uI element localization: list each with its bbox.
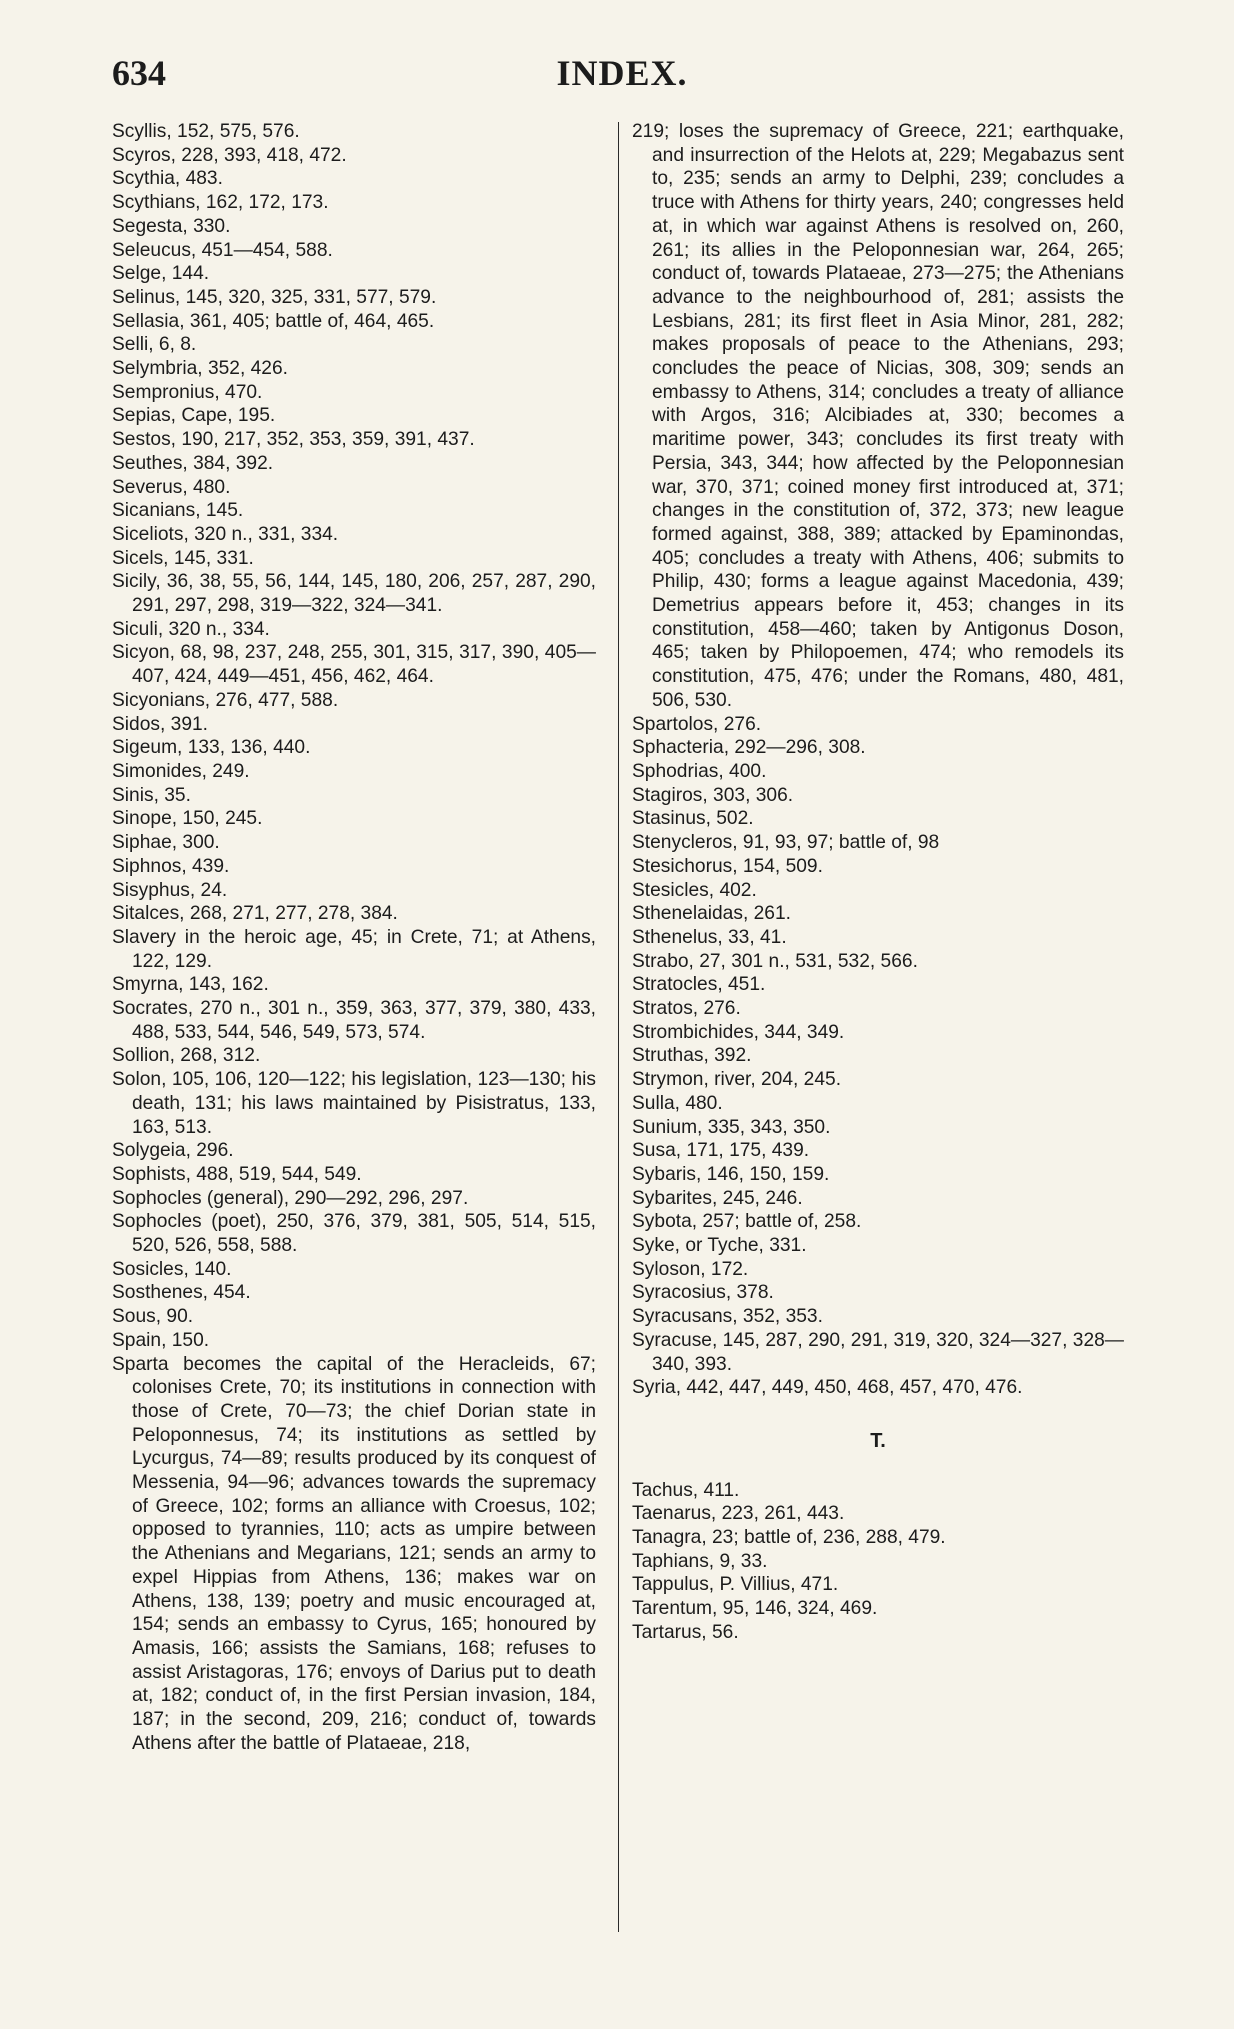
index-entry: Stasinus, 502. — [632, 808, 754, 830]
index-entry: Stesicles, 402. — [632, 879, 757, 901]
index-entry: Tartarus, 56. — [632, 1621, 739, 1643]
index-entry: Struthas, 392. — [632, 1045, 752, 1067]
index-entry: Solygeia, 296. — [112, 1140, 234, 1162]
index-entry: Tarentum, 95, 146, 324, 469. — [632, 1598, 878, 1620]
index-entry: Sisyphus, 24. — [112, 879, 228, 901]
index-entry: Sellasia, 361, 405; battle of, 464, 465. — [112, 310, 435, 332]
page-header — [112, 52, 1132, 102]
index-entry: Sophists, 488, 519, 544, 549. — [112, 1163, 362, 1185]
index-entry: Solon, 105, 106, 120—122; his legislation, 123—130; his death, 131; his laws maintained by Pisistratus, 133, 163, 513. — [112, 1069, 596, 1138]
index-entry: Socrates, 270 n., 301 n., 359, 363, 377, 379, 380, 433, 488, 533, 544, 546, 549, 573, 574. — [112, 998, 596, 1043]
index-entry: Sosthenes, 454. — [112, 1282, 251, 1304]
index-entry: Stratocles, 451. — [632, 974, 766, 996]
index-entry: Selge, 144. — [112, 263, 210, 285]
index-entry: Sinis, 35. — [112, 784, 191, 806]
page-title: INDEX. — [556, 53, 688, 93]
index-entry: Sicyonians, 276, 477, 588. — [112, 689, 339, 711]
index-entry: Spain, 150. — [112, 1329, 210, 1351]
column-divider — [618, 122, 619, 1932]
index-entry: Syracusans, 352, 353. — [632, 1306, 823, 1328]
index-entry: Tachus, 411. — [632, 1479, 740, 1501]
index-entry: Sepias, Cape, 195. — [112, 405, 276, 427]
index-entry: Tanagra, 23; battle of, 236, 288, 479. — [632, 1527, 946, 1549]
index-entry: Stratos, 276. — [632, 998, 741, 1020]
index-entry: Severus, 480. — [112, 476, 231, 498]
index-entry: Strabo, 27, 301 n., 531, 532, 566. — [632, 950, 918, 972]
left-column — [112, 120, 596, 1756]
index-entry: Sollion, 268, 312. — [112, 1045, 261, 1067]
index-entry: Sulla, 480. — [632, 1092, 723, 1114]
index-entry: Sophocles (general), 290—292, 296, 297. — [112, 1187, 469, 1209]
index-entry: Sunium, 335, 343, 350. — [632, 1116, 831, 1138]
index-entry: Susa, 171, 175, 439. — [632, 1140, 810, 1162]
right-column — [632, 120, 1124, 1645]
index-entry: Sphodrias, 400. — [632, 760, 767, 782]
index-entry: Sybarites, 245, 246. — [632, 1187, 803, 1209]
index-entry: Segesta, 330. — [112, 215, 231, 237]
index-entry: Sicanians, 145. — [112, 500, 244, 522]
index-entry: Seleucus, 451—454, 588. — [112, 239, 333, 261]
index-entry: Syria, 442, 447, 449, 450, 468, 457, 470, 476. — [632, 1377, 1023, 1399]
index-entry: Sthenelus, 33, 41. — [632, 926, 787, 948]
page-number: 634 — [112, 53, 166, 93]
index-entry: Sinope, 150, 245. — [112, 808, 263, 830]
index-entry: Siceliots, 320 n., 331, 334. — [112, 523, 339, 545]
index-entry: Scyllis, 152, 575, 576. — [112, 121, 300, 142]
index-entry: Siphnos, 439. — [112, 855, 230, 877]
index-entry: Sicily, 36, 38, 55, 56, 144, 145, 180, 206, 257, 287, 290, 291, 297, 298, 319—322, 324—341. — [112, 571, 596, 617]
index-entry: Sosicles, 140. — [112, 1258, 232, 1280]
index-entry: Sphacteria, 292—296, 308. — [632, 737, 866, 759]
index-entry: Siphae, 300. — [112, 832, 220, 854]
t-entries — [632, 1479, 1124, 1645]
index-entry: Sous, 90. — [112, 1306, 194, 1328]
index-entry: Slavery in the heroic age, 45; in Crete, 71; at Athens, 122, 129. — [112, 926, 596, 972]
index-entry: Tappulus, P. Villius, 471. — [632, 1574, 839, 1596]
index-entry: Scyros, 228, 393, 418, 472. — [112, 144, 347, 166]
index-entry: Sophocles (poet), 250, 376, 379, 381, 505, 514, 515, 520, 526, 558, 588. — [112, 1211, 596, 1257]
index-entry: Smyrna, 143, 162. — [112, 974, 269, 996]
index-entry: Selymbria, 352, 426. — [112, 358, 288, 380]
index-entry: Sigeum, 133, 136, 440. — [112, 737, 311, 759]
index-entry: Taphians, 9, 33. — [632, 1550, 768, 1572]
index-entry: Taenarus, 223, 261, 443. — [632, 1503, 845, 1525]
index-entry: Sybota, 257; battle of, 258. — [632, 1211, 862, 1233]
index-entry: Stagiros, 303, 306. — [632, 784, 794, 806]
index-entry: Sparta becomes the capital of the Heracleids, 67; colonises Crete, 70; its institutions in connection with those of Crete, 70—73; the chief Dorian state in Peloponnesus, 74; its institutions as settled by Lycurgus, 74—89; results produced by its conquest of Messenia, 94—96; advances towards the supremacy of Greece, 102; forms an alliance with Croesus, 102; opposed to tyrannies, 110; acts as umpire between the Athenians and Megarians, 121; sends an army to expel Hippias from Athens, 136; makes war on Athens, 138, 139; poetry and music encouraged at, 154; sends an embassy to Cyrus, 165; honoured by Amasis, 166; assists the Samians, 168; refuses to assist Aristagoras, 176; envoys of Darius put to death at, 182; conduct of, in the first Persian invasion, 184, 187; in the second, 209, 216; conduct of, towards Athens after the battle of Plataeae, 218, — [112, 1353, 596, 1754]
section-letter: T. — [870, 1429, 886, 1452]
index-entry: Stesichorus, 154, 509. — [632, 855, 823, 877]
index-entry: 219; loses the supremacy of Greece, 221; earthquake, and insurrection of the Helots at, 229; Megabazus sent to, 235; sends an army to Delphi, 239; concludes a truce with Athens for thirty years, 240; congresses held at, in which war against Athens is resolved on, 260, 261; its allies in the Peloponnesian war, 264, 265; conduct of, towards Plataeae, 273—275; the Athenians advance to the neighbourhood of, 281; assists the Lesbians, 281; its first fleet in Asia Minor, 281, 282; makes proposals of peace to the Athenians, 293; concludes the peace of Nicias, 308, 309; sends an embassy to Athens, 314; concludes a treaty of alliance with Argos, 316; Alcibiades at, 330; becomes a maritime power, 343; concludes its first treaty with Persia, 343, 344; how affected by the Peloponnesian war, 370, 371; coined money first introduced at, 371; changes in the constitution of, 372, 373; new league formed against, 388, 389; attacked by Epaminondas, 405; concludes a treaty with Athens, 406; submits to Philip, 430; forms a league against Macedonia, 439; Demetrius appears before it, 453; changes in its constitution, 458—460; taken by Antigonus Doson, 465; taken by Philopoemen, 474; who remodels its constitution, 475, 476; under the Romans, 480, 481, 506, 530. — [632, 121, 1124, 711]
index-entry: Sidos, 391. — [112, 713, 209, 735]
index-entry: Strombichides, 344, 349. — [632, 1021, 845, 1043]
index-entry: Syracuse, 145, 287, 290, 291, 319, 320, 324—327, 328—340, 393. — [632, 1329, 1124, 1375]
right-entries — [632, 120, 1124, 1400]
index-entry: Selinus, 145, 320, 325, 331, 577, 579. — [112, 286, 437, 308]
index-entry: Selli, 6, 8. — [112, 334, 197, 356]
index-entry: Stenycleros, 91, 93, 97; battle of, 98 — [632, 832, 940, 854]
index-entry: Sestos, 190, 217, 352, 353, 359, 391, 437. — [112, 429, 475, 451]
index-entry: Sempronius, 470. — [112, 381, 263, 403]
index-entry: Sybaris, 146, 150, 159. — [632, 1163, 830, 1185]
index-entry: Scythians, 162, 172, 173. — [112, 192, 329, 214]
index-entry: Sicyon, 68, 98, 237, 248, 255, 301, 315, 317, 390, 405—407, 424, 449—451, 456, 462, 464. — [112, 642, 596, 688]
index-entry: Simonides, 249. — [112, 760, 250, 782]
index-entry: Syracosius, 378. — [632, 1282, 774, 1304]
index-entry: Sthenelaidas, 261. — [632, 903, 791, 925]
index-entry: Scythia, 483. — [112, 168, 223, 190]
index-entry: Seuthes, 384, 392. — [112, 452, 274, 474]
index-entry: Strymon, river, 204, 245. — [632, 1069, 842, 1091]
index-entry: Sitalces, 268, 271, 277, 278, 384. — [112, 903, 398, 925]
index-entry: Siculi, 320 n., 334. — [112, 618, 270, 640]
index-entry: Syke, or Tyche, 331. — [632, 1235, 807, 1257]
index-entry: Sicels, 145, 331. — [112, 547, 254, 569]
index-entry: Syloson, 172. — [632, 1258, 749, 1280]
index-entry: Spartolos, 276. — [632, 713, 762, 735]
